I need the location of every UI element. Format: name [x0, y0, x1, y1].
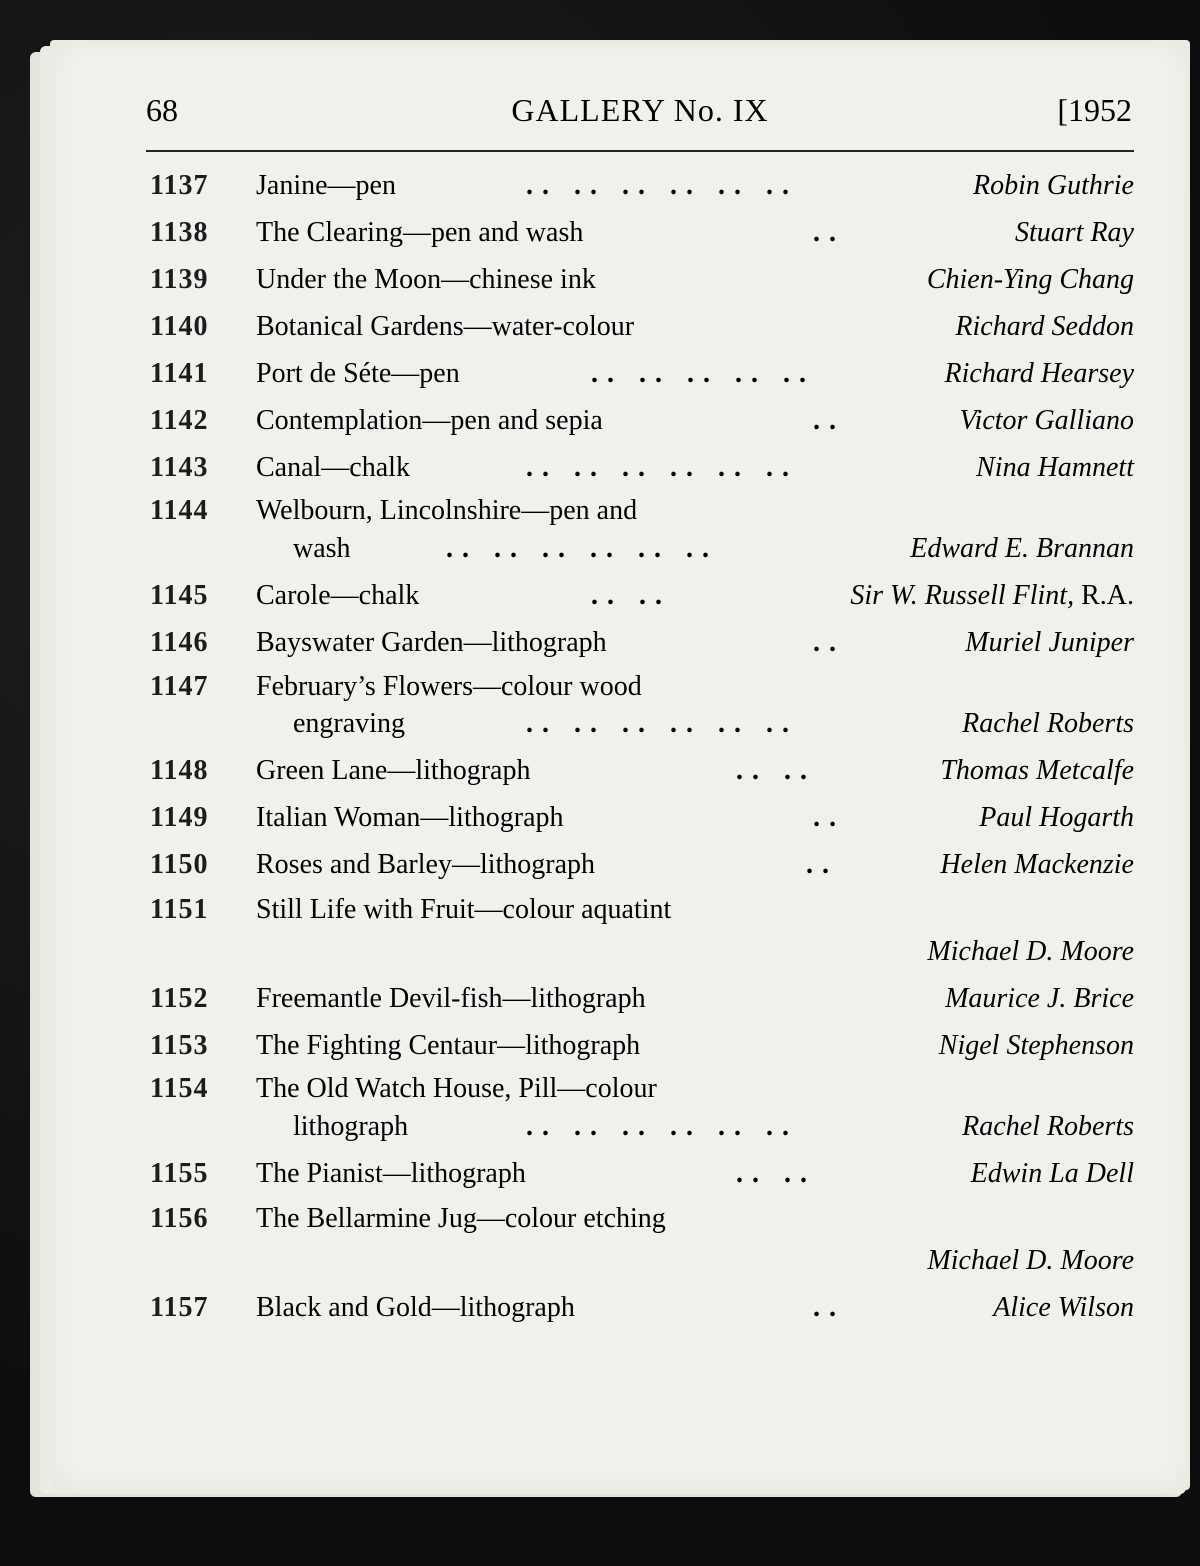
- artist-name: Sir W. Russell Flint,: [850, 580, 1075, 611]
- catalogue-entry: [146, 794, 1134, 841]
- catalogue-entry: [146, 1197, 1134, 1284]
- entry-title: The Pianist—lithograph: [256, 1158, 526, 1189]
- entry-number: 1152: [150, 983, 209, 1014]
- entry-title: Bayswater Garden—lithograph: [256, 627, 607, 658]
- header-rule: [146, 150, 1134, 152]
- entry-number: 1155: [150, 1158, 209, 1189]
- entry-title: Still Life with Fruit—colour aquatint: [256, 894, 672, 925]
- entry-artist: Chien-Ying Chang: [926, 264, 1134, 295]
- catalogue-entry: [146, 747, 1134, 794]
- entry-number: 1145: [150, 580, 209, 611]
- entry-title: Janine—pen: [256, 170, 396, 201]
- catalogue-entry: [146, 572, 1134, 619]
- entry-artist: Edward E. Brannan: [910, 533, 1134, 564]
- entry-number: 1147: [150, 671, 209, 702]
- catalogue-entry: [146, 1069, 1134, 1150]
- entry-artist: Richard Seddon: [955, 311, 1134, 342]
- entry-number: 1151: [150, 894, 209, 925]
- entry-artist: Rachel Roberts: [962, 1111, 1134, 1142]
- entry-number: 1143: [150, 452, 209, 483]
- header-year: [1952: [1057, 92, 1132, 128]
- entry-artist: Stuart Ray: [1015, 217, 1134, 248]
- page-header: [146, 92, 1134, 140]
- entry-title: The Bellarmine Jug—colour etching: [256, 1203, 666, 1234]
- entry-artist: Paul Hogarth: [979, 802, 1134, 833]
- entry-title: Roses and Barley—lithograph: [256, 849, 596, 880]
- entry-title: The Fighting Centaur—lithograph: [256, 1030, 641, 1061]
- entry-title-continuation: engraving: [293, 708, 405, 739]
- entry-number: 1149: [150, 802, 209, 833]
- entry-title: The Clearing—pen and wash: [256, 217, 584, 248]
- entry-title-continuation: wash: [293, 533, 351, 564]
- catalogue-entry: [146, 888, 1134, 975]
- entry-number: 1154: [150, 1073, 209, 1104]
- leader-dots: ..: [806, 849, 838, 880]
- entry-number: 1150: [150, 849, 209, 880]
- entry-title: Carole—chalk: [256, 580, 420, 611]
- catalogue-entry: [146, 1150, 1134, 1197]
- leader-dots: ..: [813, 217, 845, 248]
- leader-dots: .. .. .. .. .. ..: [526, 1111, 798, 1142]
- entry-title: Green Lane—lithograph: [256, 755, 531, 786]
- entry-number: 1146: [150, 627, 209, 658]
- entry-title: Black and Gold—lithograph: [256, 1292, 575, 1323]
- catalogue-entry: [146, 666, 1134, 747]
- leader-dots: .. .. .. .. .. ..: [526, 708, 798, 739]
- page-title: GALLERY No. IX: [511, 92, 769, 128]
- entry-number: 1144: [150, 495, 209, 526]
- catalogue-entry: [146, 619, 1134, 666]
- catalogue-entry: [146, 975, 1134, 1022]
- catalogue-entry: [146, 1022, 1134, 1069]
- catalogue-entry: [146, 350, 1134, 397]
- leader-dots: .. ..: [591, 580, 671, 611]
- entry-number: 1141: [150, 358, 209, 389]
- catalogue-entries: [146, 162, 1134, 1331]
- entry-artist: Thomas Metcalfe: [940, 755, 1134, 786]
- entry-artist: Richard Hearsey: [944, 358, 1134, 389]
- leader-dots: .. ..: [736, 755, 816, 786]
- entry-artist: [850, 572, 1134, 619]
- entry-artist: Victor Galliano: [959, 405, 1134, 436]
- entry-number: 1142: [150, 405, 209, 436]
- leader-dots: ..: [813, 405, 845, 436]
- leader-dots: ..: [813, 1292, 845, 1323]
- leader-dots: .. .. .. .. .. ..: [526, 170, 798, 201]
- catalogue-entry: [146, 256, 1134, 303]
- catalogue-entry: [146, 1284, 1134, 1331]
- entry-artist: Edwin La Dell: [970, 1158, 1134, 1189]
- entry-artist: Michael D. Moore: [927, 936, 1134, 967]
- entry-title: Under the Moon—chinese ink: [256, 264, 596, 295]
- leader-dots: .. .. .. .. .. ..: [446, 533, 718, 564]
- entry-artist: Nigel Stephenson: [938, 1030, 1134, 1061]
- entry-number: 1156: [150, 1203, 209, 1234]
- entry-number: 1139: [150, 264, 209, 295]
- leader-dots: .. ..: [736, 1158, 816, 1189]
- entry-number: 1157: [150, 1292, 209, 1323]
- catalogue-entry: [146, 303, 1134, 350]
- entry-title: Welbourn, Lincolnshire—pen and: [256, 495, 638, 526]
- leader-dots: ..: [813, 627, 845, 658]
- leader-dots: .. .. .. .. ..: [591, 358, 815, 389]
- entry-title: Canal—chalk: [256, 452, 410, 483]
- entry-title: Port de Séte—pen: [256, 358, 460, 389]
- entry-artist: Helen Mackenzie: [940, 849, 1134, 880]
- entry-number: 1137: [150, 170, 209, 201]
- entry-title: Freemantle Devil-fish—lithograph: [256, 983, 646, 1014]
- artist-honour: R.A.: [1081, 580, 1134, 611]
- catalogue-entry: [146, 209, 1134, 256]
- entry-number: 1138: [150, 217, 209, 248]
- entry-artist: Rachel Roberts: [962, 708, 1134, 739]
- entry-title: Botanical Gardens—water-colour: [256, 311, 635, 342]
- entry-artist: Muriel Juniper: [965, 627, 1134, 658]
- leader-dots: ..: [813, 802, 845, 833]
- entry-number: 1148: [150, 755, 209, 786]
- entry-title-continuation: lithograph: [293, 1111, 409, 1142]
- page-number: 68: [146, 92, 178, 128]
- leader-dots: .. .. .. .. .. ..: [526, 452, 798, 483]
- entry-title: The Old Watch House, Pill—colour: [256, 1073, 657, 1104]
- catalogue-entry: [146, 841, 1134, 888]
- catalogue-entry: [146, 444, 1134, 491]
- entry-artist: Michael D. Moore: [927, 1245, 1134, 1276]
- entry-artist: Maurice J. Brice: [945, 983, 1134, 1014]
- entry-number: 1153: [150, 1030, 209, 1061]
- catalogue-entry: [146, 397, 1134, 444]
- catalogue-entry: [146, 162, 1134, 209]
- entry-artist: Robin Guthrie: [973, 170, 1134, 201]
- entry-artist: Alice Wilson: [993, 1292, 1134, 1323]
- entry-number: 1140: [150, 311, 209, 342]
- entry-title: Italian Woman—lithograph: [256, 802, 564, 833]
- catalogue-entry: [146, 491, 1134, 572]
- entry-artist: Nina Hamnett: [976, 452, 1134, 483]
- entry-title: Contemplation—pen and sepia: [256, 405, 603, 436]
- entry-title: February’s Flowers—colour wood: [256, 671, 642, 702]
